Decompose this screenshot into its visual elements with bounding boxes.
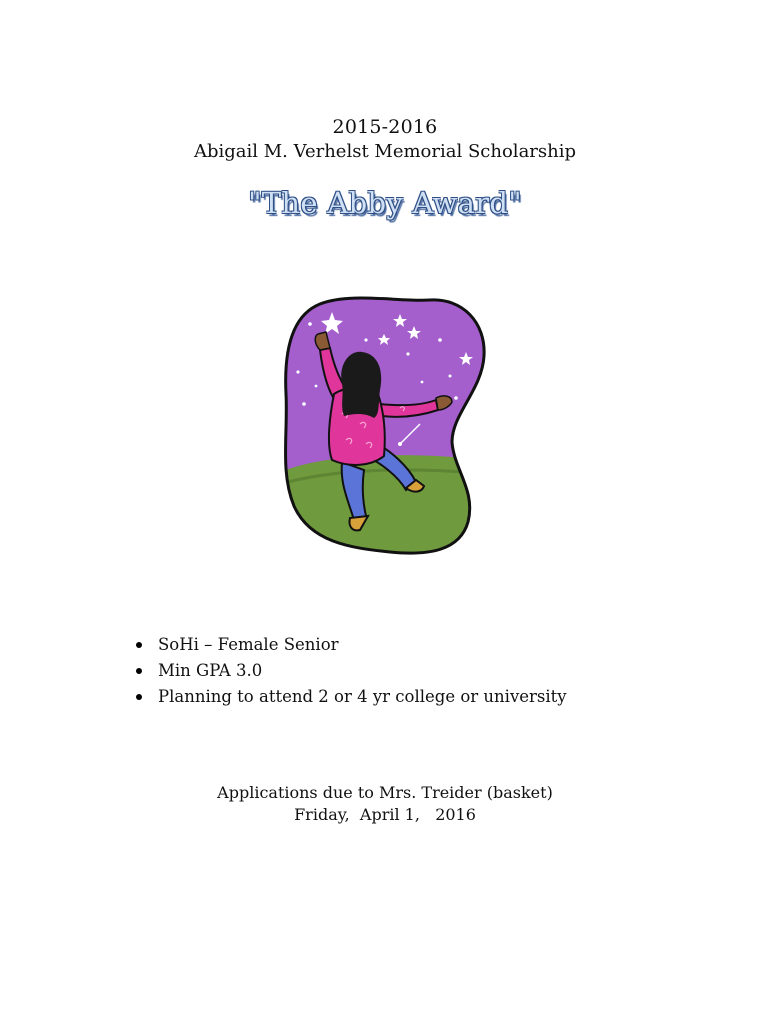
award-title: "The Abby Award"	[248, 186, 522, 220]
scholarship-name: Abigail M. Verhelst Memorial Scholarship	[193, 141, 577, 162]
requirements-list	[132, 632, 567, 710]
year-heading: 2015-2016	[332, 116, 438, 138]
deadline-line: Applications due to Mrs. Treider (basket)	[217, 783, 553, 802]
bullet-icon	[136, 668, 142, 674]
girl-reaching-for-stars-clipart	[280, 294, 490, 556]
list-item: Min GPA 3.0	[132, 658, 567, 684]
bullet-icon	[136, 642, 142, 648]
list-item: SoHi – Female Senior	[132, 632, 567, 658]
bullet-icon	[136, 694, 142, 700]
deadline-date: Friday, April 1, 2016	[294, 805, 476, 824]
list-item: Planning to attend 2 or 4 yr college or university	[132, 684, 567, 710]
